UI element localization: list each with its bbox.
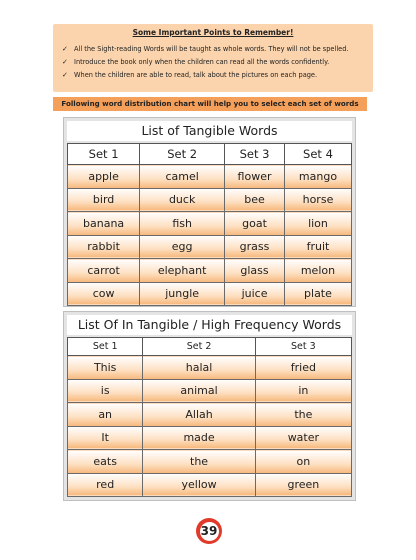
word-cell: rabbit — [68, 235, 140, 259]
intangible-grid — [67, 337, 352, 497]
word-cell: bird — [68, 188, 140, 212]
table-row — [68, 426, 352, 450]
header-row — [68, 338, 352, 356]
tangible-words-table — [63, 117, 356, 307]
tangible-grid — [67, 143, 352, 306]
table-row — [68, 403, 352, 427]
word-cell: animal — [143, 379, 255, 403]
checkmark-icon: ✓ — [62, 45, 68, 53]
word-cell: egg — [140, 235, 225, 259]
word-cell: fruit — [284, 235, 351, 259]
word-cell: juice — [225, 282, 285, 306]
word-cell: is — [68, 379, 143, 403]
point-item — [62, 56, 373, 69]
table-row — [68, 473, 352, 497]
word-cell: Allah — [143, 403, 255, 427]
word-cell: This — [68, 356, 143, 380]
word-cell: made — [143, 426, 255, 450]
word-cell: green — [255, 473, 351, 497]
word-cell: horse — [284, 188, 351, 212]
word-cell: jungle — [140, 282, 225, 306]
points-list — [53, 43, 373, 82]
word-cell: halal — [143, 356, 255, 380]
column-header: Set 4 — [284, 144, 351, 165]
word-cell: duck — [140, 188, 225, 212]
word-cell: on — [255, 450, 351, 474]
important-points-box — [53, 24, 373, 92]
word-cell: camel — [140, 165, 225, 189]
word-cell: fish — [140, 212, 225, 236]
word-cell: melon — [284, 259, 351, 283]
column-header: Set 3 — [225, 144, 285, 165]
word-cell: water — [255, 426, 351, 450]
word-cell: red — [68, 473, 143, 497]
word-cell: cow — [68, 282, 140, 306]
point-text: When the children are able to read, talk about the pictures on each page. — [74, 71, 318, 79]
word-cell: the — [255, 403, 351, 427]
table-row — [68, 259, 352, 283]
column-header: Set 2 — [143, 338, 255, 356]
checkmark-icon: ✓ — [62, 71, 68, 79]
distribution-banner: Following word distribution chart will help you to select each set of words — [53, 97, 367, 111]
word-cell: bee — [225, 188, 285, 212]
word-cell: carrot — [68, 259, 140, 283]
table-row — [68, 188, 352, 212]
word-cell: grass — [225, 235, 285, 259]
column-header: Set 1 — [68, 338, 143, 356]
word-cell: yellow — [143, 473, 255, 497]
table-row — [68, 450, 352, 474]
point-text: All the Sight-reading Words will be taught as whole words. They will not be spelled. — [74, 45, 349, 53]
word-cell: eats — [68, 450, 143, 474]
table-row — [68, 356, 352, 380]
word-cell: goat — [225, 212, 285, 236]
column-header: Set 2 — [140, 144, 225, 165]
column-header: Set 1 — [68, 144, 140, 165]
table-row — [68, 282, 352, 306]
word-cell: apple — [68, 165, 140, 189]
word-cell: mango — [284, 165, 351, 189]
word-cell: elephant — [140, 259, 225, 283]
checkmark-icon: ✓ — [62, 58, 68, 66]
point-item — [62, 69, 373, 82]
table-row — [68, 212, 352, 236]
intangible-words-table — [63, 311, 356, 501]
page-number: 39 — [200, 522, 219, 541]
points-title: Some Important Points to Remember! — [132, 28, 294, 37]
word-cell: fried — [255, 356, 351, 380]
header-row — [68, 144, 352, 165]
column-header: Set 3 — [255, 338, 351, 356]
tangible-table-title: List of Tangible Words — [67, 121, 352, 141]
point-item — [62, 43, 373, 56]
word-cell: lion — [284, 212, 351, 236]
word-cell: the — [143, 450, 255, 474]
word-cell: It — [68, 426, 143, 450]
intangible-table-title: List Of In Tangible / High Frequency Words — [67, 315, 352, 335]
word-cell: in — [255, 379, 351, 403]
word-cell: an — [68, 403, 143, 427]
point-text: Introduce the book only when the children can read all the words confidently. — [74, 58, 330, 66]
word-cell: banana — [68, 212, 140, 236]
word-cell: flower — [225, 165, 285, 189]
table-row — [68, 379, 352, 403]
word-cell: plate — [284, 282, 351, 306]
table-row — [68, 235, 352, 259]
word-cell: glass — [225, 259, 285, 283]
page-number-badge — [196, 518, 222, 544]
table-row — [68, 165, 352, 189]
